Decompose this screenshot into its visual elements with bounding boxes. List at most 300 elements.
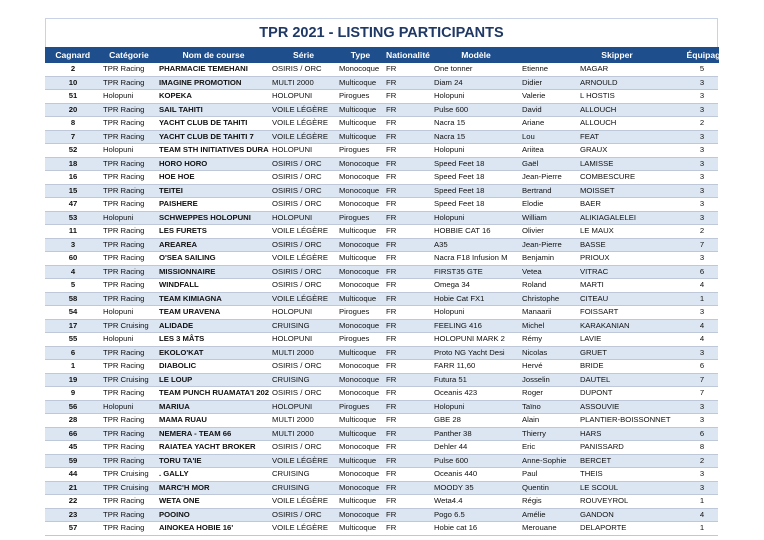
col-header-type[interactable]: Type — [337, 47, 384, 63]
nationalite-cell[interactable]: FR — [384, 468, 432, 482]
equipage-cell[interactable]: 7 — [686, 373, 718, 387]
nom-de-course-cell[interactable]: YACHT CLUB DE TAHITI — [157, 117, 270, 131]
modele-cell[interactable]: Pulse 600 — [432, 454, 520, 468]
type-cell[interactable]: Multicoque — [337, 117, 384, 131]
serie-cell[interactable]: CRUISING — [270, 481, 337, 495]
cagnard-cell[interactable]: 20 — [45, 103, 101, 117]
nationalite-cell[interactable]: FR — [384, 103, 432, 117]
table-row[interactable] — [45, 279, 718, 293]
serie-cell[interactable]: OSIRIS / ORC — [270, 63, 337, 76]
serie-cell[interactable]: MULTI 2000 — [270, 346, 337, 360]
skipper-cell[interactable]: ALIKIAGALELEI — [578, 211, 686, 225]
categorie-cell[interactable]: TPR Racing — [101, 454, 157, 468]
prenom-cell[interactable]: Jean-Pierre — [520, 238, 578, 252]
type-cell[interactable]: Multicoque — [337, 454, 384, 468]
type-cell[interactable]: Multicoque — [337, 252, 384, 266]
categorie-cell[interactable]: TPR Racing — [101, 360, 157, 374]
prenom-cell[interactable]: Amélie — [520, 508, 578, 522]
modele-cell[interactable]: Nacra 15 — [432, 117, 520, 131]
prenom-cell[interactable]: Merouane — [520, 522, 578, 536]
cagnard-cell[interactable]: 3 — [45, 238, 101, 252]
nationalite-cell[interactable]: FR — [384, 171, 432, 185]
categorie-cell[interactable]: TPR Racing — [101, 387, 157, 401]
serie-cell[interactable]: OSIRIS / ORC — [270, 265, 337, 279]
table-row[interactable] — [45, 117, 718, 131]
skipper-cell[interactable]: LAMISSE — [578, 157, 686, 171]
skipper-cell[interactable]: DUPONT — [578, 387, 686, 401]
type-cell[interactable]: Pirogues — [337, 211, 384, 225]
type-cell[interactable]: Multicoque — [337, 225, 384, 239]
nationalite-cell[interactable]: FR — [384, 76, 432, 90]
categorie-cell[interactable]: TPR Racing — [101, 63, 157, 76]
type-cell[interactable]: Monocoque — [337, 265, 384, 279]
equipage-cell[interactable]: 5 — [686, 63, 718, 76]
type-cell[interactable]: Monocoque — [337, 360, 384, 374]
table-row[interactable] — [45, 63, 718, 76]
skipper-cell[interactable]: ROUVEYROL — [578, 495, 686, 509]
prenom-cell[interactable]: Vetea — [520, 265, 578, 279]
table-row[interactable] — [45, 319, 718, 333]
skipper-cell[interactable]: BAER — [578, 198, 686, 212]
equipage-cell[interactable]: 3 — [686, 76, 718, 90]
col-header-equipage[interactable]: Équipage — [686, 47, 718, 63]
type-cell[interactable]: Multicoque — [337, 292, 384, 306]
col-header-nationalite[interactable]: Nationalité — [384, 47, 432, 63]
skipper-cell[interactable]: BASSE — [578, 238, 686, 252]
equipage-cell[interactable]: 3 — [686, 400, 718, 414]
serie-cell[interactable]: OSIRIS / ORC — [270, 441, 337, 455]
skipper-cell[interactable]: GANDON — [578, 508, 686, 522]
cagnard-cell[interactable]: 17 — [45, 319, 101, 333]
prenom-cell[interactable]: Bertrand — [520, 184, 578, 198]
type-cell[interactable]: Multicoque — [337, 103, 384, 117]
categorie-cell[interactable]: TPR Racing — [101, 427, 157, 441]
modele-cell[interactable]: Holopuni — [432, 144, 520, 158]
serie-cell[interactable]: HOLOPUNI — [270, 333, 337, 347]
categorie-cell[interactable]: Holopuni — [101, 306, 157, 320]
type-cell[interactable]: Monocoque — [337, 387, 384, 401]
modele-cell[interactable]: Futura 51 — [432, 373, 520, 387]
equipage-cell[interactable]: 4 — [686, 279, 718, 293]
serie-cell[interactable]: OSIRIS / ORC — [270, 387, 337, 401]
categorie-cell[interactable]: TPR Racing — [101, 522, 157, 536]
modele-cell[interactable]: Weta4.4 — [432, 495, 520, 509]
cagnard-cell[interactable]: 52 — [45, 144, 101, 158]
nom-de-course-cell[interactable]: SCHWEPPES HOLOPUNI — [157, 211, 270, 225]
modele-cell[interactable]: HOBBIE CAT 16 — [432, 225, 520, 239]
cagnard-cell[interactable]: 4 — [45, 265, 101, 279]
table-row[interactable] — [45, 90, 718, 104]
nom-de-course-cell[interactable]: HORO HORO — [157, 157, 270, 171]
skipper-cell[interactable]: BRIDE — [578, 360, 686, 374]
serie-cell[interactable]: VOILE LÉGÈRE — [270, 495, 337, 509]
prenom-cell[interactable]: Olivier — [520, 225, 578, 239]
modele-cell[interactable]: Speed Feet 18 — [432, 184, 520, 198]
nationalite-cell[interactable]: FR — [384, 238, 432, 252]
nationalite-cell[interactable]: FR — [384, 144, 432, 158]
equipage-cell[interactable]: 3 — [686, 171, 718, 185]
cagnard-cell[interactable]: 5 — [45, 279, 101, 293]
serie-cell[interactable]: HOLOPUNI — [270, 211, 337, 225]
type-cell[interactable]: Monocoque — [337, 441, 384, 455]
prenom-cell[interactable]: Alain — [520, 414, 578, 428]
categorie-cell[interactable]: TPR Racing — [101, 117, 157, 131]
categorie-cell[interactable]: TPR Racing — [101, 198, 157, 212]
modele-cell[interactable]: Pogo 6.5 — [432, 508, 520, 522]
nom-de-course-cell[interactable]: LES 3 MÂTS — [157, 333, 270, 347]
prenom-cell[interactable]: William — [520, 211, 578, 225]
nom-de-course-cell[interactable]: LES FURETS — [157, 225, 270, 239]
skipper-cell[interactable]: L HOSTIS — [578, 90, 686, 104]
categorie-cell[interactable]: TPR Racing — [101, 279, 157, 293]
table-row[interactable] — [45, 144, 718, 158]
type-cell[interactable]: Multicoque — [337, 414, 384, 428]
nationalite-cell[interactable]: FR — [384, 225, 432, 239]
table-row[interactable] — [45, 427, 718, 441]
categorie-cell[interactable]: TPR Racing — [101, 130, 157, 144]
type-cell[interactable]: Monocoque — [337, 184, 384, 198]
categorie-cell[interactable]: TPR Racing — [101, 346, 157, 360]
skipper-cell[interactable]: DELAPORTE — [578, 522, 686, 536]
serie-cell[interactable]: VOILE LÉGÈRE — [270, 522, 337, 536]
nationalite-cell[interactable]: FR — [384, 252, 432, 266]
cagnard-cell[interactable]: 1 — [45, 360, 101, 374]
nom-de-course-cell[interactable]: RAIATEA YACHT BROKER — [157, 441, 270, 455]
serie-cell[interactable]: HOLOPUNI — [270, 90, 337, 104]
skipper-cell[interactable]: ALLOUCH — [578, 117, 686, 131]
equipage-cell[interactable]: 6 — [686, 265, 718, 279]
equipage-cell[interactable]: 3 — [686, 306, 718, 320]
type-cell[interactable]: Monocoque — [337, 238, 384, 252]
nom-de-course-cell[interactable]: AINOKEA HOBIE 16' — [157, 522, 270, 536]
cagnard-cell[interactable]: 47 — [45, 198, 101, 212]
col-header-categorie[interactable]: Catégorie — [101, 47, 157, 63]
categorie-cell[interactable]: TPR Racing — [101, 225, 157, 239]
table-row[interactable] — [45, 306, 718, 320]
table-row[interactable] — [45, 346, 718, 360]
nationalite-cell[interactable]: FR — [384, 427, 432, 441]
nom-de-course-cell[interactable]: HOE HOE — [157, 171, 270, 185]
modele-cell[interactable]: Hobie cat 16 — [432, 522, 520, 536]
nationalite-cell[interactable]: FR — [384, 63, 432, 76]
skipper-cell[interactable]: ASSOUVIE — [578, 400, 686, 414]
categorie-cell[interactable]: TPR Racing — [101, 238, 157, 252]
nationalite-cell[interactable]: FR — [384, 157, 432, 171]
modele-cell[interactable]: HOLOPUNI MARK 2 — [432, 333, 520, 347]
serie-cell[interactable]: OSIRIS / ORC — [270, 279, 337, 293]
equipage-cell[interactable]: 4 — [686, 319, 718, 333]
table-row[interactable] — [45, 292, 718, 306]
serie-cell[interactable]: HOLOPUNI — [270, 306, 337, 320]
modele-cell[interactable]: Panther 38 — [432, 427, 520, 441]
skipper-cell[interactable]: ARNOULD — [578, 76, 686, 90]
nationalite-cell[interactable]: FR — [384, 265, 432, 279]
nationalite-cell[interactable]: FR — [384, 360, 432, 374]
serie-cell[interactable]: CRUISING — [270, 468, 337, 482]
type-cell[interactable]: Multicoque — [337, 522, 384, 536]
skipper-cell[interactable]: GRAUX — [578, 144, 686, 158]
type-cell[interactable]: Multicoque — [337, 495, 384, 509]
nom-de-course-cell[interactable]: MAMA RUAU — [157, 414, 270, 428]
nom-de-course-cell[interactable]: IMAGINE PROMOTION — [157, 76, 270, 90]
prenom-cell[interactable]: David — [520, 103, 578, 117]
equipage-cell[interactable]: 7 — [686, 238, 718, 252]
nationalite-cell[interactable]: FR — [384, 495, 432, 509]
categorie-cell[interactable]: TPR Cruising — [101, 468, 157, 482]
type-cell[interactable]: Multicoque — [337, 346, 384, 360]
col-header-nom-de-course[interactable]: Nom de course — [157, 47, 270, 63]
nom-de-course-cell[interactable]: TEITEI — [157, 184, 270, 198]
nom-de-course-cell[interactable]: WINDFALL — [157, 279, 270, 293]
skipper-cell[interactable]: MARTI — [578, 279, 686, 293]
equipage-cell[interactable]: 3 — [686, 184, 718, 198]
skipper-cell[interactable]: LE MAUX — [578, 225, 686, 239]
cagnard-cell[interactable]: 23 — [45, 508, 101, 522]
nom-de-course-cell[interactable]: KOPEKA — [157, 90, 270, 104]
serie-cell[interactable]: CRUISING — [270, 373, 337, 387]
prenom-cell[interactable]: Quentin — [520, 481, 578, 495]
serie-cell[interactable]: OSIRIS / ORC — [270, 508, 337, 522]
type-cell[interactable]: Multicoque — [337, 427, 384, 441]
table-row[interactable] — [45, 414, 718, 428]
table-row[interactable] — [45, 360, 718, 374]
prenom-cell[interactable]: Nicolas — [520, 346, 578, 360]
cagnard-cell[interactable]: 51 — [45, 90, 101, 104]
col-header-serie[interactable]: Série — [270, 47, 337, 63]
col-header-modele[interactable]: Modèle — [432, 47, 520, 63]
prenom-cell[interactable]: Roland — [520, 279, 578, 293]
modele-cell[interactable]: FIRST35 GTE — [432, 265, 520, 279]
nom-de-course-cell[interactable]: O'SEA SAILING — [157, 252, 270, 266]
nom-de-course-cell[interactable]: MISSIONNAIRE — [157, 265, 270, 279]
col-header-cagnard[interactable]: Cagnard — [45, 47, 101, 63]
cagnard-cell[interactable]: 66 — [45, 427, 101, 441]
categorie-cell[interactable]: Holopuni — [101, 400, 157, 414]
equipage-cell[interactable]: 1 — [686, 495, 718, 509]
serie-cell[interactable]: CRUISING — [270, 319, 337, 333]
nom-de-course-cell[interactable]: AREAREA — [157, 238, 270, 252]
type-cell[interactable]: Pirogues — [337, 306, 384, 320]
modele-cell[interactable]: FEELING 416 — [432, 319, 520, 333]
serie-cell[interactable]: OSIRIS / ORC — [270, 171, 337, 185]
modele-cell[interactable]: Holopuni — [432, 90, 520, 104]
serie-cell[interactable]: HOLOPUNI — [270, 144, 337, 158]
serie-cell[interactable]: OSIRIS / ORC — [270, 184, 337, 198]
equipage-cell[interactable]: 3 — [686, 252, 718, 266]
modele-cell[interactable]: Omega 34 — [432, 279, 520, 293]
nationalite-cell[interactable]: FR — [384, 130, 432, 144]
table-row[interactable] — [45, 211, 718, 225]
cagnard-cell[interactable]: 21 — [45, 481, 101, 495]
table-row[interactable] — [45, 373, 718, 387]
modele-cell[interactable]: FARR 11,60 — [432, 360, 520, 374]
modele-cell[interactable]: Pulse 600 — [432, 103, 520, 117]
equipage-cell[interactable]: 3 — [686, 144, 718, 158]
skipper-cell[interactable]: MOISSET — [578, 184, 686, 198]
nom-de-course-cell[interactable]: MARIUA — [157, 400, 270, 414]
nationalite-cell[interactable]: FR — [384, 198, 432, 212]
nom-de-course-cell[interactable]: TORU TA'IE — [157, 454, 270, 468]
cagnard-cell[interactable]: 45 — [45, 441, 101, 455]
prenom-cell[interactable]: Ariane — [520, 117, 578, 131]
nationalite-cell[interactable]: FR — [384, 522, 432, 536]
type-cell[interactable]: Monocoque — [337, 63, 384, 76]
table-row[interactable] — [45, 157, 718, 171]
cagnard-cell[interactable]: 22 — [45, 495, 101, 509]
skipper-cell[interactable]: VITRAC — [578, 265, 686, 279]
modele-cell[interactable]: Nacra F18 Infusion M — [432, 252, 520, 266]
skipper-cell[interactable]: GRUET — [578, 346, 686, 360]
table-row[interactable] — [45, 171, 718, 185]
skipper-cell[interactable]: MAGAR — [578, 63, 686, 76]
table-row[interactable] — [45, 184, 718, 198]
cagnard-cell[interactable]: 54 — [45, 306, 101, 320]
modele-cell[interactable]: A35 — [432, 238, 520, 252]
equipage-cell[interactable]: 3 — [686, 468, 718, 482]
modele-cell[interactable]: One tonner — [432, 63, 520, 76]
prenom-cell[interactable]: Josselin — [520, 373, 578, 387]
categorie-cell[interactable]: TPR Cruising — [101, 373, 157, 387]
modele-cell[interactable]: Speed Feet 18 — [432, 171, 520, 185]
nom-de-course-cell[interactable]: NEMERA - TEAM 66 — [157, 427, 270, 441]
col-header-skipper[interactable]: Skipper — [578, 47, 656, 63]
table-row[interactable] — [45, 252, 718, 266]
nom-de-course-cell[interactable]: TEAM STH INITIATIVES DURA — [157, 144, 270, 158]
categorie-cell[interactable]: Holopuni — [101, 144, 157, 158]
table-row[interactable] — [45, 76, 718, 90]
equipage-cell[interactable]: 1 — [686, 522, 718, 536]
categorie-cell[interactable]: TPR Racing — [101, 441, 157, 455]
cagnard-cell[interactable]: 58 — [45, 292, 101, 306]
equipage-cell[interactable]: 3 — [686, 481, 718, 495]
skipper-cell[interactable]: PLANTIER-BOISSONNET — [578, 414, 686, 428]
cagnard-cell[interactable]: 8 — [45, 117, 101, 131]
modele-cell[interactable]: Holopuni — [432, 306, 520, 320]
nom-de-course-cell[interactable]: MARC'H MOR — [157, 481, 270, 495]
equipage-cell[interactable]: 3 — [686, 130, 718, 144]
equipage-cell[interactable]: 2 — [686, 225, 718, 239]
nationalite-cell[interactable]: FR — [384, 400, 432, 414]
cagnard-cell[interactable]: 60 — [45, 252, 101, 266]
cagnard-cell[interactable]: 57 — [45, 522, 101, 536]
type-cell[interactable]: Pirogues — [337, 333, 384, 347]
prenom-cell[interactable]: Manaarii — [520, 306, 578, 320]
modele-cell[interactable]: Speed Feet 18 — [432, 157, 520, 171]
categorie-cell[interactable]: TPR Racing — [101, 508, 157, 522]
prenom-cell[interactable]: Jean-Pierre — [520, 171, 578, 185]
prenom-cell[interactable]: Lou — [520, 130, 578, 144]
serie-cell[interactable]: OSIRIS / ORC — [270, 238, 337, 252]
cagnard-cell[interactable]: 53 — [45, 211, 101, 225]
categorie-cell[interactable]: TPR Racing — [101, 414, 157, 428]
equipage-cell[interactable]: 6 — [686, 360, 718, 374]
nationalite-cell[interactable]: FR — [384, 184, 432, 198]
nationalite-cell[interactable]: FR — [384, 279, 432, 293]
nom-de-course-cell[interactable]: ALIDADE — [157, 319, 270, 333]
nationalite-cell[interactable]: FR — [384, 319, 432, 333]
table-row[interactable] — [45, 130, 718, 144]
equipage-cell[interactable]: 2 — [686, 454, 718, 468]
categorie-cell[interactable]: Holopuni — [101, 211, 157, 225]
nationalite-cell[interactable]: FR — [384, 373, 432, 387]
equipage-cell[interactable]: 3 — [686, 90, 718, 104]
nom-de-course-cell[interactable]: SAIL TAHITI — [157, 103, 270, 117]
skipper-cell[interactable]: KARAKANIAN — [578, 319, 686, 333]
table-row[interactable] — [45, 522, 718, 536]
table-row[interactable] — [45, 265, 718, 279]
serie-cell[interactable]: VOILE LÉGÈRE — [270, 103, 337, 117]
prenom-cell[interactable]: Michel — [520, 319, 578, 333]
type-cell[interactable]: Monocoque — [337, 508, 384, 522]
cagnard-cell[interactable]: 19 — [45, 373, 101, 387]
nationalite-cell[interactable]: FR — [384, 90, 432, 104]
table-row[interactable] — [45, 400, 718, 414]
modele-cell[interactable]: Proto NG Yacht Desi — [432, 346, 520, 360]
nom-de-course-cell[interactable]: TEAM PUNCH RUAMATA'I 202 — [157, 387, 270, 401]
prenom-cell[interactable]: Roger — [520, 387, 578, 401]
modele-cell[interactable]: Oceanis 440 — [432, 468, 520, 482]
type-cell[interactable]: Monocoque — [337, 198, 384, 212]
equipage-cell[interactable]: 7 — [686, 387, 718, 401]
type-cell[interactable]: Multicoque — [337, 76, 384, 90]
cagnard-cell[interactable]: 16 — [45, 171, 101, 185]
equipage-cell[interactable]: 3 — [686, 211, 718, 225]
prenom-cell[interactable]: Taïno — [520, 400, 578, 414]
skipper-cell[interactable]: BERCET — [578, 454, 686, 468]
nom-de-course-cell[interactable]: TEAM KIMIAGNA — [157, 292, 270, 306]
categorie-cell[interactable]: TPR Racing — [101, 252, 157, 266]
categorie-cell[interactable]: TPR Racing — [101, 265, 157, 279]
prenom-cell[interactable]: Hervé — [520, 360, 578, 374]
serie-cell[interactable]: VOILE LÉGÈRE — [270, 117, 337, 131]
prenom-cell[interactable]: Anne-Sophie — [520, 454, 578, 468]
cagnard-cell[interactable]: 15 — [45, 184, 101, 198]
cagnard-cell[interactable]: 11 — [45, 225, 101, 239]
type-cell[interactable]: Monocoque — [337, 171, 384, 185]
modele-cell[interactable]: GBE 28 — [432, 414, 520, 428]
type-cell[interactable]: Monocoque — [337, 468, 384, 482]
prenom-cell[interactable]: Ariitea — [520, 144, 578, 158]
categorie-cell[interactable]: TPR Racing — [101, 76, 157, 90]
table-row[interactable] — [45, 508, 718, 522]
skipper-cell[interactable]: LE SCOUL — [578, 481, 686, 495]
equipage-cell[interactable]: 3 — [686, 198, 718, 212]
cagnard-cell[interactable]: 28 — [45, 414, 101, 428]
type-cell[interactable]: Monocoque — [337, 157, 384, 171]
cagnard-cell[interactable]: 6 — [45, 346, 101, 360]
table-row[interactable] — [45, 441, 718, 455]
categorie-cell[interactable]: TPR Racing — [101, 292, 157, 306]
prenom-cell[interactable]: Paul — [520, 468, 578, 482]
serie-cell[interactable]: MULTI 2000 — [270, 414, 337, 428]
prenom-cell[interactable]: Didier — [520, 76, 578, 90]
categorie-cell[interactable]: TPR Racing — [101, 184, 157, 198]
nationalite-cell[interactable]: FR — [384, 346, 432, 360]
categorie-cell[interactable]: TPR Cruising — [101, 481, 157, 495]
prenom-cell[interactable]: Régis — [520, 495, 578, 509]
table-row[interactable] — [45, 333, 718, 347]
nom-de-course-cell[interactable]: . GALLY — [157, 468, 270, 482]
table-row[interactable] — [45, 454, 718, 468]
skipper-cell[interactable]: DAUTEL — [578, 373, 686, 387]
type-cell[interactable]: Monocoque — [337, 319, 384, 333]
serie-cell[interactable]: VOILE LÉGÈRE — [270, 225, 337, 239]
equipage-cell[interactable]: 2 — [686, 117, 718, 131]
prenom-cell[interactable]: Rémy — [520, 333, 578, 347]
table-row[interactable] — [45, 387, 718, 401]
table-row[interactable] — [45, 238, 718, 252]
prenom-cell[interactable]: Gaël — [520, 157, 578, 171]
